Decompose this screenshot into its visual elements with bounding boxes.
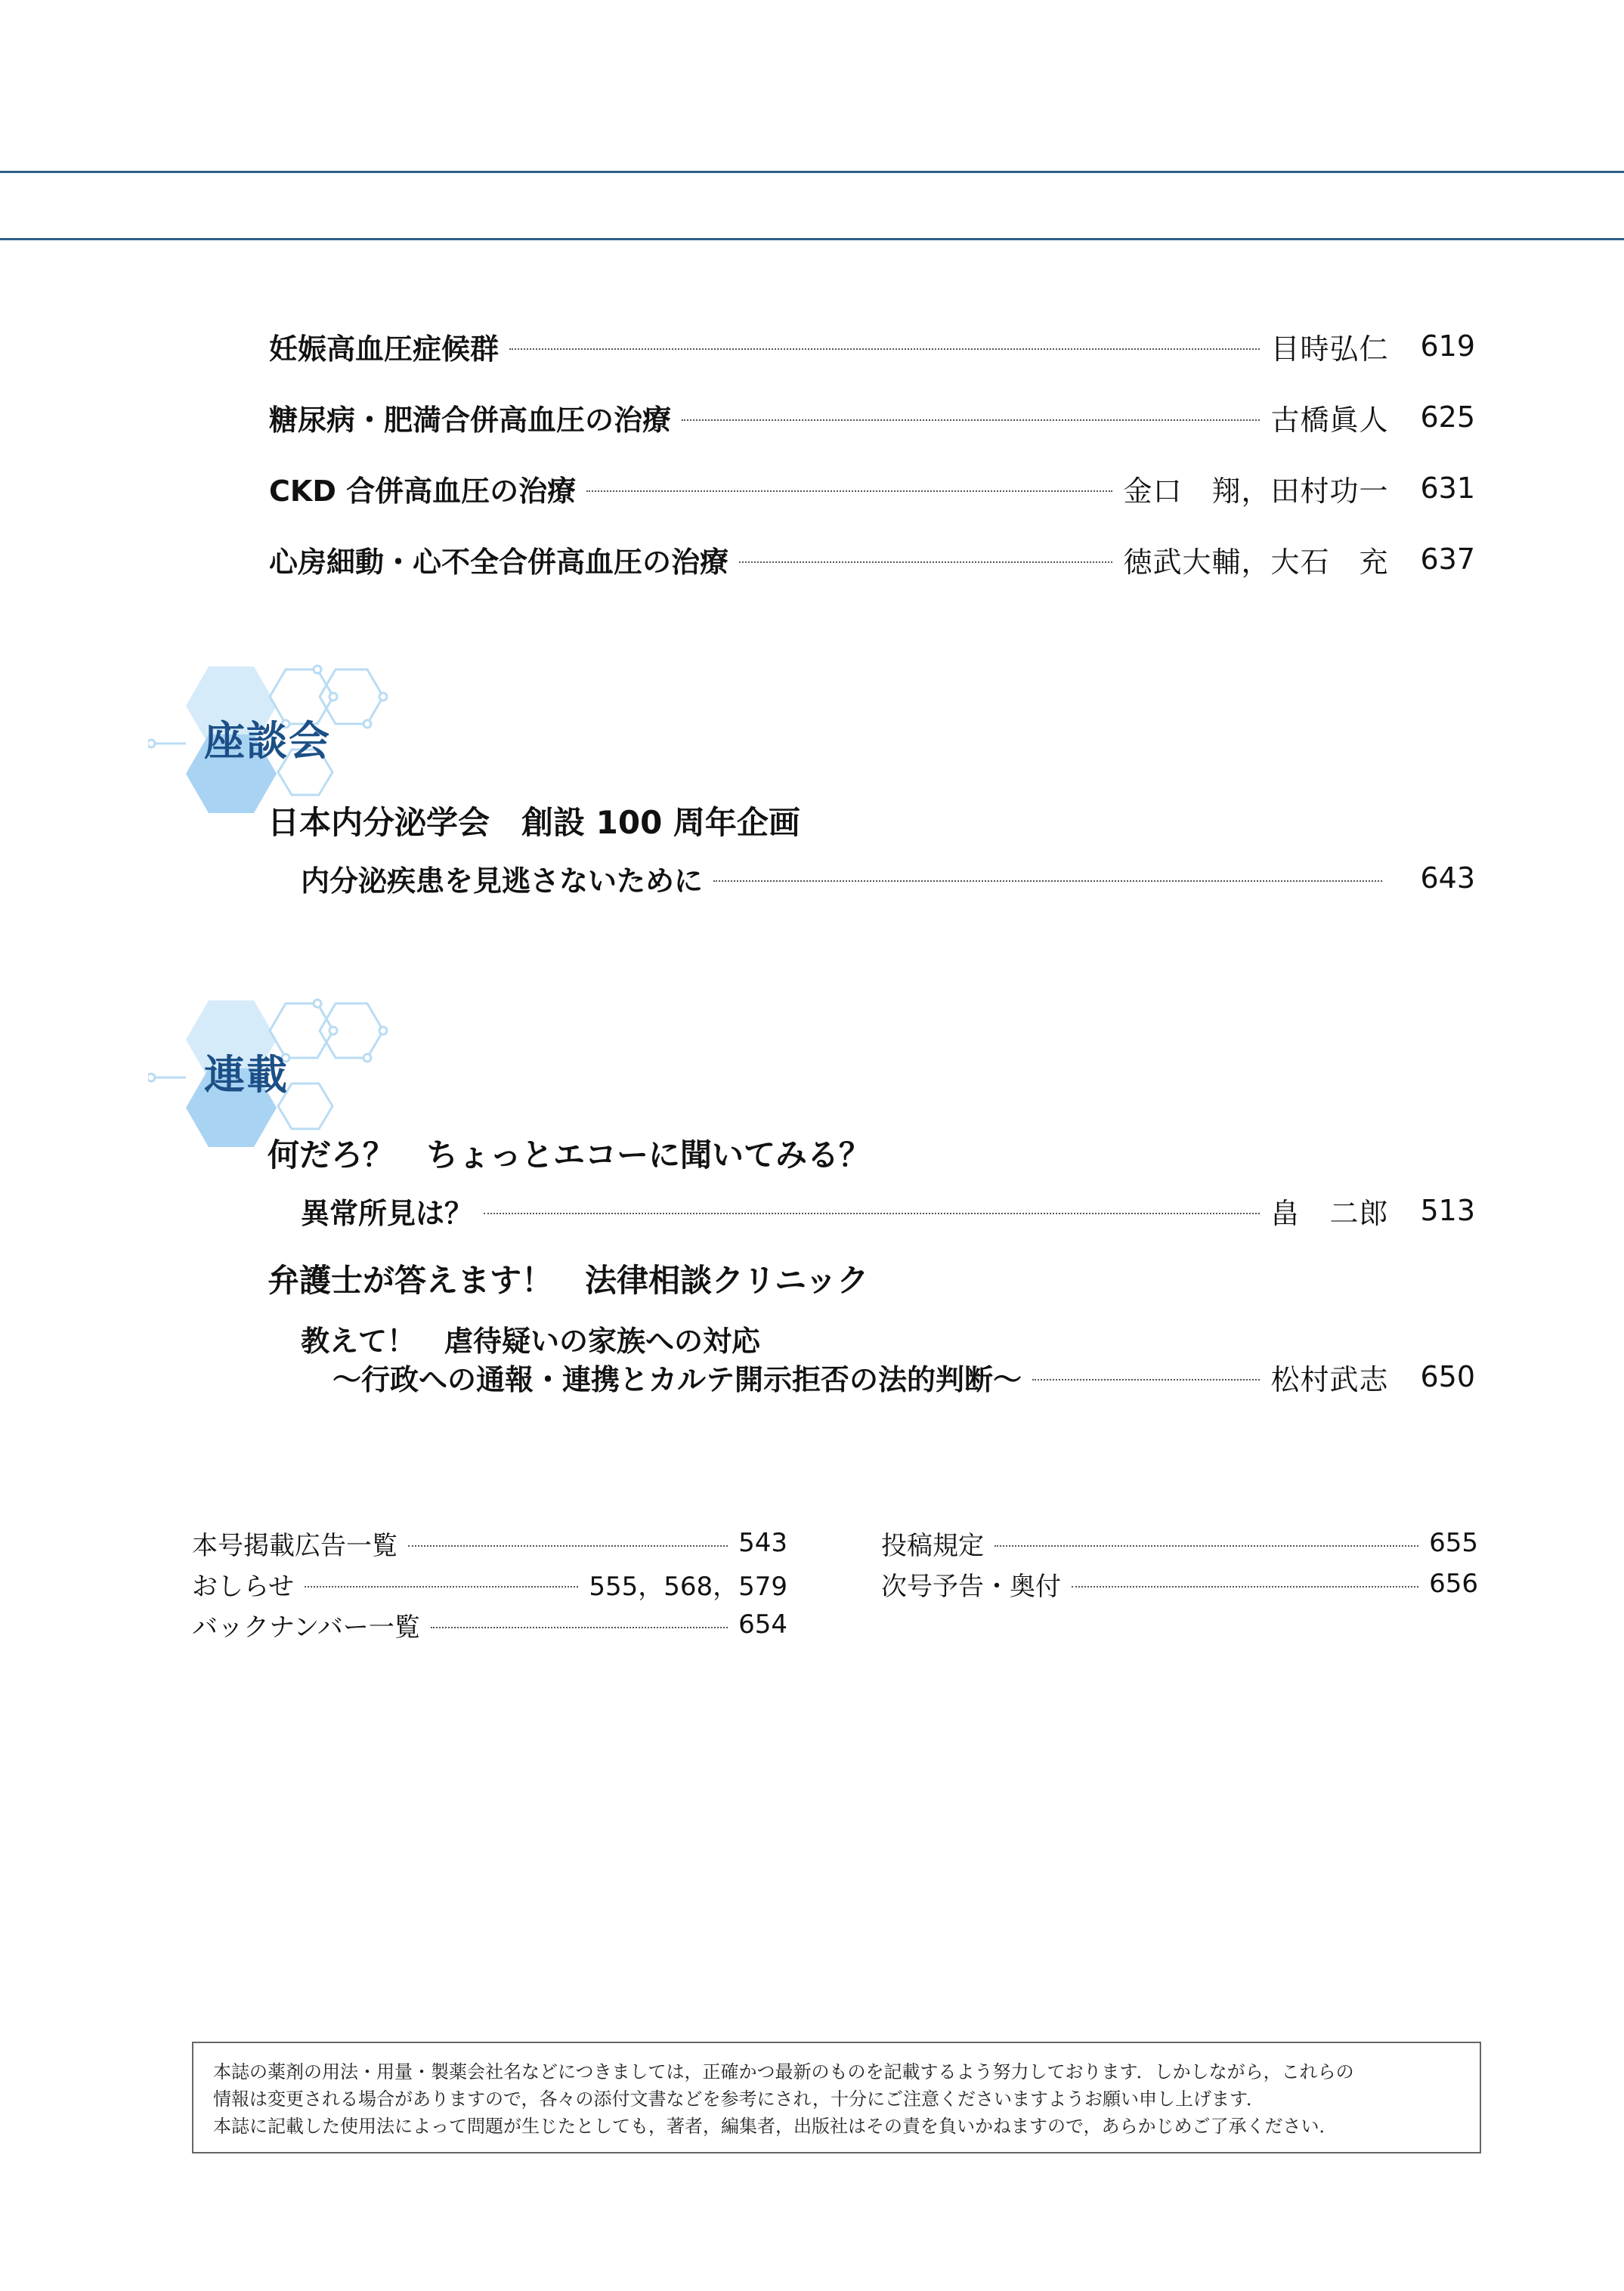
leader-dots: [1072, 1586, 1418, 1588]
toc-entry-author: 松村武志: [1270, 1362, 1389, 1396]
misc-entry-page: 654: [738, 1609, 787, 1640]
toc-entry-4[interactable]: [269, 536, 1475, 582]
toc-entry-page: 631: [1420, 471, 1475, 505]
misc-entry-title: 投稿規定: [881, 1530, 984, 1561]
toc-entry-page: 643: [1420, 861, 1475, 895]
leader-dots: [509, 348, 1260, 350]
toc-entry-title: 異常所見は？: [301, 1196, 474, 1230]
toc-entry-echo[interactable]: [301, 1188, 1475, 1233]
misc-entry-title: 本号掲載広告一覧: [192, 1530, 397, 1561]
leader-dots: [682, 419, 1260, 421]
toc-entry-title: 妊娠高血圧症候群: [269, 332, 500, 366]
disclaimer-line: 本誌の薬剤の用法・用量・製薬会社名などにつきましては，正確かつ最新のものを記載するよう努力しております．しかしながら，これらの: [213, 2061, 1354, 2082]
misc-entry-notices[interactable]: [192, 1565, 787, 1603]
leader-dots: [586, 490, 1112, 492]
toc-entry-title: 糖尿病・肥満合併高血圧の治療: [269, 403, 672, 437]
toc-entry-3[interactable]: [269, 465, 1475, 511]
disclaimer-line: 情報は変更される場合がありますので，各々の添付文書などを参考にされ，十分にご注意くださいますようお願い申し上げます．: [213, 2088, 1265, 2110]
leader-dots: [305, 1586, 578, 1588]
misc-entry-page: 656: [1429, 1569, 1478, 1599]
toc-entry-1[interactable]: [269, 323, 1475, 369]
toc-entry-author: 畠 二郎: [1270, 1196, 1389, 1230]
disclaimer-box: [192, 2042, 1481, 2153]
toc-entry-author: 徳武大輔，大石 充: [1123, 545, 1389, 579]
leader-dots: [995, 1545, 1418, 1547]
misc-entry-title: おしらせ: [192, 1571, 294, 1602]
disclaimer-line: 本誌に記載した使用法によって問題が生じたとしても，著者，編集者，出版社はその責を負いかねますので，あらかじめご了承ください．: [213, 2116, 1338, 2137]
toc-entry-author: 目時弘仁: [1270, 332, 1389, 366]
leader-dots: [484, 1213, 1260, 1214]
toc-entry-title: ～行政への通報・連携とカルテ開示拒否の法的判断～: [333, 1362, 1022, 1396]
leader-dots: [1032, 1379, 1260, 1380]
leader-dots: [713, 880, 1382, 882]
toc-entry-page: 650: [1420, 1360, 1475, 1393]
misc-entry-next-issue[interactable]: [881, 1565, 1478, 1603]
toc-entry-title: 心房細動・心不全合併高血圧の治療: [269, 545, 729, 579]
leader-dots: [739, 561, 1112, 563]
misc-entry-page: 543: [738, 1528, 787, 1558]
toc-entry-page: 637: [1420, 543, 1475, 576]
toc-entry-legal-line1: 教えて！ 虐待疑いの家族への対応: [301, 1325, 761, 1358]
section-label: 連載: [204, 1051, 289, 1099]
toc-entry-page: 625: [1420, 400, 1475, 434]
misc-entry-title: 次号予告・奥付: [881, 1571, 1061, 1602]
leader-dots: [431, 1627, 728, 1628]
misc-entry-title: バックナンバー一覧: [192, 1612, 420, 1643]
misc-entry-submission-rules[interactable]: [881, 1524, 1478, 1562]
toc-entry-author: 金口 翔，田村功一: [1123, 474, 1389, 508]
toc-entry-page: 513: [1420, 1194, 1475, 1227]
section-label: 座談会: [204, 717, 331, 765]
toc-entry-title: 内分泌疾患を見逃さないために: [301, 864, 704, 898]
header-rule-bottom: [0, 238, 1624, 240]
series-title-echo: 何だろ？ ちょっとエコーに聞いてみる？: [268, 1136, 871, 1173]
misc-entry-ads[interactable]: [192, 1524, 787, 1562]
toc-entry-legal[interactable]: [333, 1354, 1475, 1399]
toc-entry-zadankai[interactable]: [301, 855, 1475, 901]
misc-entry-page: 555，568，579: [589, 1571, 787, 1602]
leader-dots: [408, 1545, 728, 1547]
toc-entry-author: 古橋眞人: [1270, 403, 1389, 437]
header-rule-top: [0, 171, 1624, 173]
misc-entry-page: 655: [1429, 1528, 1478, 1558]
toc-entry-2[interactable]: [269, 394, 1475, 440]
series-title-zadankai: 日本内分泌学会 創設 100 周年企画: [268, 804, 800, 841]
series-title-legal: 弁護士が答えます！ 法律相談クリニック: [268, 1262, 869, 1299]
toc-entry-page: 619: [1420, 329, 1475, 363]
toc-entry-title: CKD 合併高血圧の治療: [269, 474, 577, 508]
misc-entry-back-numbers[interactable]: [192, 1606, 787, 1643]
